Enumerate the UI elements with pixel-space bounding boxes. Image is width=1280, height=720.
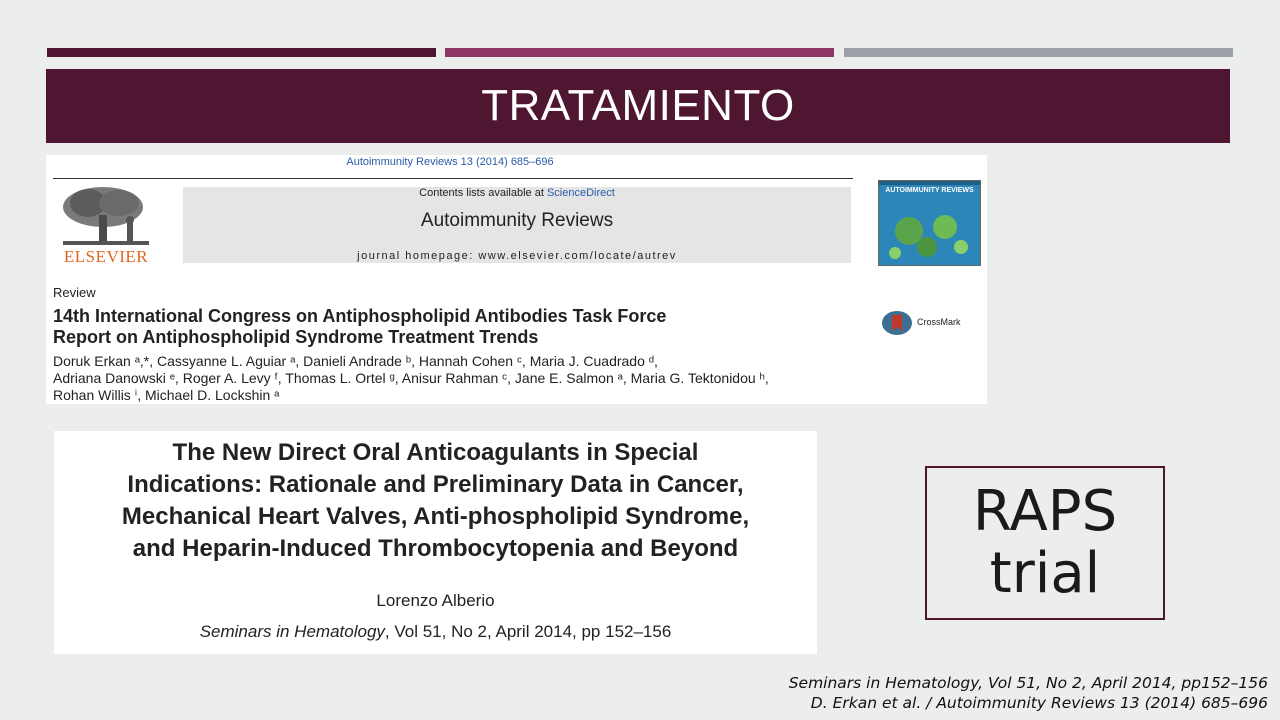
sciencedirect-link[interactable]: ScienceDirect — [546, 187, 615, 199]
author-line: Doruk Erkan ᵃ,*, Cassyanne L. Aguiar ᵃ, Danieli Andrade ᵇ, Hannah Cohen ᶜ, Maria J. Cuadrado ᵈ, — [53, 353, 658, 369]
article-title — [53, 306, 853, 348]
journal-citation-line: Autoimmunity Reviews 13 (2014) 685–696 — [346, 156, 554, 168]
title-band — [46, 69, 1230, 143]
article-title-line: Report on Antiphospholipid Syndrome Treatment Trends — [53, 327, 539, 347]
citation-line: Seminars in Hematology, Vol 51, No 2, April 2014, pp152–156 — [788, 674, 1268, 692]
author-line: Rohan Willis ⁱ, Michael D. Lockshin ᵃ — [53, 387, 280, 403]
cover-art-icon — [879, 181, 980, 265]
article2-title-line: Mechanical Heart Valves, Anti-phospholipid Syndrome, — [121, 503, 750, 530]
journal-cover-thumbnail — [878, 180, 981, 266]
crossmark-label: CrossMark — [917, 317, 961, 327]
article2-title-line: and Heparin-Induced Thrombocytopenia and Beyond — [132, 535, 739, 562]
header-rule — [53, 178, 853, 179]
journal-banner — [183, 187, 851, 263]
author-list — [53, 353, 983, 404]
crossmark-icon — [881, 310, 913, 336]
raps-label: RAPS — [972, 479, 1118, 544]
article-title-line: 14th International Congress on Antiphospholipid Antibodies Task Force — [53, 306, 667, 326]
contents-prefix: Contents lists available at — [419, 187, 544, 199]
article2-title — [54, 437, 817, 565]
accent-bar-magenta — [445, 48, 834, 57]
accent-bar-gray — [844, 48, 1233, 57]
crossmark-badge[interactable] — [881, 310, 981, 336]
citation-line: D. Erkan et al. / Autoimmunity Reviews 13 (2014) 685–696 — [810, 694, 1268, 712]
accent-bar-dark — [47, 48, 436, 57]
article2-journal-details: , Vol 51, No 2, April 2014, pp 152–156 — [384, 622, 672, 641]
article2-title-line: The New Direct Oral Anticoagulants in Special — [172, 439, 699, 466]
article-header-autoimmunity-reviews — [46, 155, 987, 404]
article2-author: Lorenzo Alberio — [376, 591, 495, 610]
contents-availability — [183, 187, 851, 199]
journal-homepage: journal homepage: www.elsevier.com/locate/autrev — [357, 250, 677, 262]
elsevier-tree-icon — [53, 185, 159, 247]
article2-journal-name: Seminars in Hematology — [199, 622, 385, 641]
slide-title: TRATAMIENTO — [481, 81, 795, 130]
journal-name: Autoimmunity Reviews — [420, 210, 614, 231]
raps-trial-box — [925, 466, 1165, 620]
section-label: Review — [53, 285, 96, 300]
cover-title: AUTOIMMUNITY REVIEWS — [885, 187, 974, 194]
author-line: Adriana Danowski ᵉ, Roger A. Levy ᶠ, Thomas L. Ortel ᵍ, Anisur Rahman ᶜ, Jane E. Salmon ᵃ, Maria G. Tektonidou ʰ, — [53, 370, 769, 386]
article-header-seminars-hematology — [54, 431, 817, 654]
citations — [789, 673, 1268, 713]
elsevier-wordmark: ELSEVIER — [63, 247, 149, 266]
article2-title-line: Indications: Rationale and Preliminary Data in Cancer, — [127, 471, 744, 498]
article2-journal — [54, 622, 817, 642]
elsevier-logo — [53, 185, 159, 267]
trial-label: trial — [989, 541, 1101, 606]
